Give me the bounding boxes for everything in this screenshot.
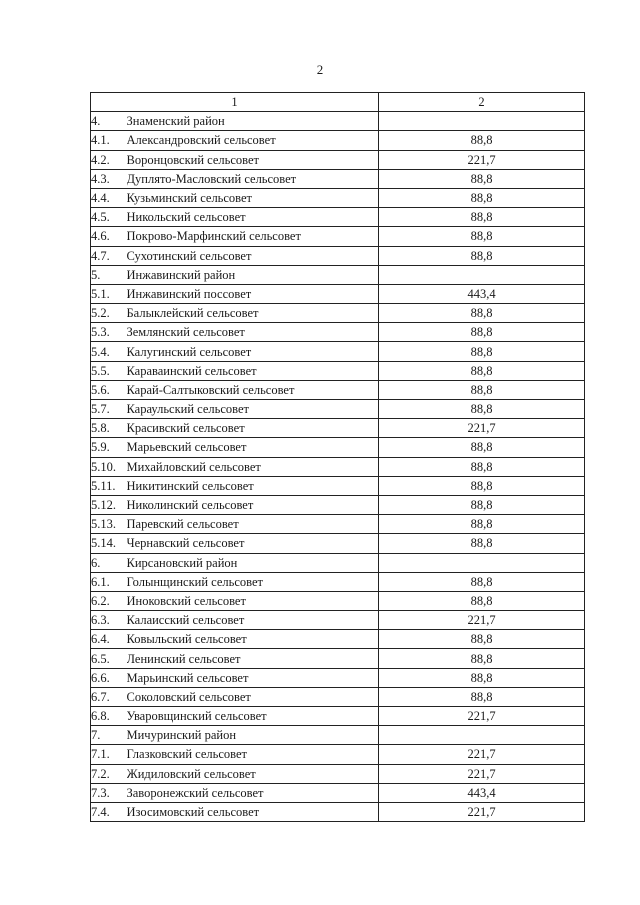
row-value: 88,8 [379,400,585,419]
row-number: 5.14. [91,534,127,553]
row-value: 88,8 [379,687,585,706]
row-value: 88,8 [379,457,585,476]
row-value: 88,8 [379,380,585,399]
row-number: 7.1. [91,745,127,764]
row-name: Изосимовский сельсовет [127,802,379,821]
row-name: Заворонежский сельсовет [127,783,379,802]
table-row [91,131,585,150]
row-number: 5.11. [91,476,127,495]
table-row [91,400,585,419]
row-value: 443,4 [379,783,585,802]
row-number: 6.4. [91,630,127,649]
table-row [91,515,585,534]
row-number: 5.1. [91,284,127,303]
row-value: 88,8 [379,630,585,649]
row-name: Мичуринский район [127,726,379,745]
table-row [91,284,585,303]
table-row [91,783,585,802]
table-row [91,188,585,207]
row-value: 88,8 [379,131,585,150]
row-number: 6.2. [91,591,127,610]
table-row [91,668,585,687]
table-row [91,419,585,438]
row-name: Никольский сельсовет [127,208,379,227]
row-name: Михайловский сельсовет [127,457,379,476]
row-name: Ленинский сельсовет [127,649,379,668]
row-name: Уваровщинский сельсовет [127,707,379,726]
row-number: 6. [91,553,127,572]
row-name: Инжавинский район [127,265,379,284]
row-value [379,265,585,284]
row-number: 6.1. [91,572,127,591]
row-value: 88,8 [379,649,585,668]
row-name: Балыклейский сельсовет [127,304,379,323]
row-number: 5.9. [91,438,127,457]
row-value: 221,7 [379,419,585,438]
table-row [91,707,585,726]
row-name: Чернавский сельсовет [127,534,379,553]
row-number: 7.4. [91,802,127,821]
row-value: 88,8 [379,668,585,687]
table-row [91,726,585,745]
table-row [91,476,585,495]
row-number: 5.13. [91,515,127,534]
row-value: 88,8 [379,495,585,514]
row-value: 88,8 [379,227,585,246]
row-name: Караульский сельсовет [127,400,379,419]
row-name: Инжавинский поссовет [127,284,379,303]
row-value: 88,8 [379,438,585,457]
row-value: 88,8 [379,323,585,342]
row-name: Красивский сельсовет [127,419,379,438]
row-name: Землянский сельсовет [127,323,379,342]
table-row [91,323,585,342]
table-row [91,553,585,572]
table-row [91,611,585,630]
column-header-2: 2 [379,93,585,112]
row-name: Караваинский сельсовет [127,361,379,380]
row-value: 88,8 [379,304,585,323]
row-name: Знаменский район [127,112,379,131]
row-value: 88,8 [379,591,585,610]
row-name: Марьинский сельсовет [127,668,379,687]
row-name: Воронцовский сельсовет [127,150,379,169]
table-row [91,572,585,591]
row-value: 221,7 [379,611,585,630]
row-name: Никитинский сельсовет [127,476,379,495]
table-row [91,457,585,476]
row-number: 4.7. [91,246,127,265]
row-number: 6.6. [91,668,127,687]
row-number: 4.4. [91,188,127,207]
row-number: 6.3. [91,611,127,630]
row-value: 88,8 [379,208,585,227]
row-value: 443,4 [379,284,585,303]
row-name: Ковыльский сельсовет [127,630,379,649]
table-row [91,227,585,246]
row-value: 88,8 [379,169,585,188]
row-number: 6.8. [91,707,127,726]
row-name: Кузьминский сельсовет [127,188,379,207]
allocation-table [90,92,585,822]
row-name: Паревский сельсовет [127,515,379,534]
row-number: 7.2. [91,764,127,783]
row-value: 88,8 [379,246,585,265]
row-name: Кирсановский район [127,553,379,572]
row-name: Голынщинский сельсовет [127,572,379,591]
row-number: 5.10. [91,457,127,476]
table-row [91,438,585,457]
row-number: 5.8. [91,419,127,438]
row-number: 4.6. [91,227,127,246]
row-value: 88,8 [379,534,585,553]
row-value: 221,7 [379,150,585,169]
table-row [91,112,585,131]
row-value [379,112,585,131]
table-row [91,246,585,265]
row-value: 88,8 [379,476,585,495]
row-name: Карай-Салтыковский сельсовет [127,380,379,399]
row-number: 4.2. [91,150,127,169]
row-name: Иноковский сельсовет [127,591,379,610]
table-row [91,630,585,649]
row-name: Дуплято-Масловский сельсовет [127,169,379,188]
row-name: Александровский сельсовет [127,131,379,150]
row-number: 4.3. [91,169,127,188]
table-row [91,380,585,399]
row-number: 5.12. [91,495,127,514]
table-row [91,534,585,553]
table-row [91,150,585,169]
row-number: 5.6. [91,380,127,399]
row-number: 5.5. [91,361,127,380]
row-value: 221,7 [379,802,585,821]
column-header-1: 1 [91,93,379,112]
row-number: 6.7. [91,687,127,706]
row-number: 5.7. [91,400,127,419]
row-number: 6.5. [91,649,127,668]
table-row [91,208,585,227]
row-number: 7. [91,726,127,745]
table-body [91,93,585,822]
row-value: 88,8 [379,188,585,207]
row-number: 5.3. [91,323,127,342]
row-number: 4.5. [91,208,127,227]
table-row [91,265,585,284]
row-number: 5. [91,265,127,284]
table-row [91,745,585,764]
row-name: Сухотинский сельсовет [127,246,379,265]
row-name: Покрово-Марфинский сельсовет [127,227,379,246]
row-number: 5.4. [91,342,127,361]
table-row [91,342,585,361]
row-name: Калаисский сельсовет [127,611,379,630]
row-name: Николинский сельсовет [127,495,379,514]
table-row [91,495,585,514]
table-row [91,169,585,188]
table-row [91,802,585,821]
row-value [379,553,585,572]
row-value: 221,7 [379,707,585,726]
table-row [91,591,585,610]
table-header-row [91,93,585,112]
table-row [91,361,585,380]
table-row [91,304,585,323]
row-value: 88,8 [379,515,585,534]
page-number: 2 [316,62,324,77]
row-name: Соколовский сельсовет [127,687,379,706]
row-number: 7.3. [91,783,127,802]
row-value: 88,8 [379,572,585,591]
table-row [91,764,585,783]
row-value [379,726,585,745]
row-name: Жидиловский сельсовет [127,764,379,783]
row-name: Марьевский сельсовет [127,438,379,457]
row-number: 4.1. [91,131,127,150]
row-value: 88,8 [379,361,585,380]
row-value: 221,7 [379,764,585,783]
row-number: 4. [91,112,127,131]
table-row [91,687,585,706]
row-name: Глазковский сельсовет [127,745,379,764]
row-value: 221,7 [379,745,585,764]
table-row [91,649,585,668]
row-number: 5.2. [91,304,127,323]
row-value: 88,8 [379,342,585,361]
row-name: Калугинский сельсовет [127,342,379,361]
